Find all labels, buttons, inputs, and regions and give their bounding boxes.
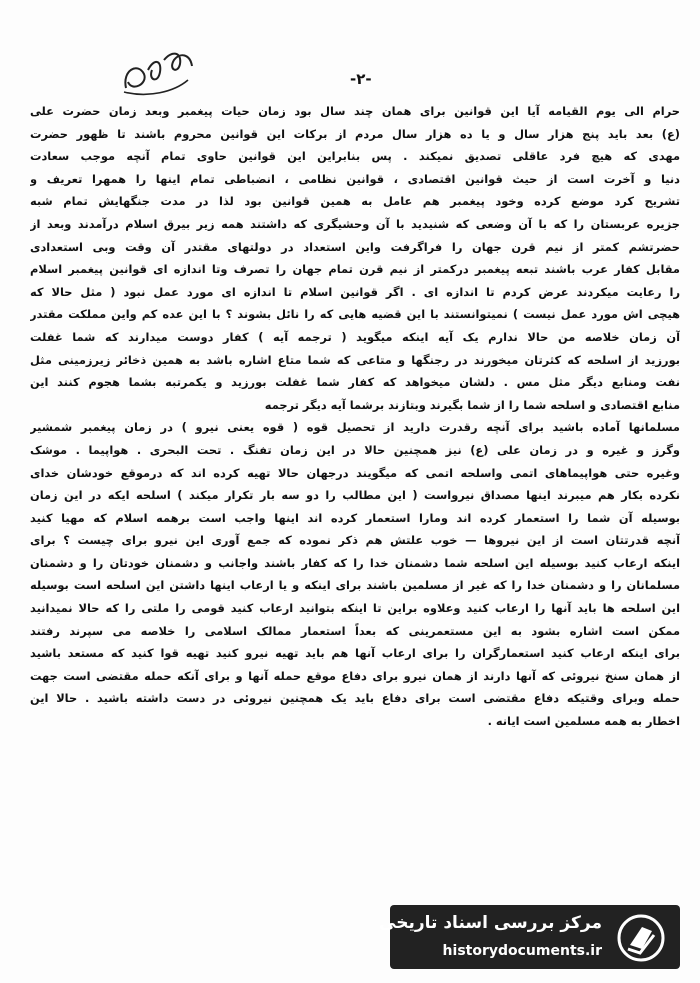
text-line: بوسیله آن شما را استعمار کرده اند ومارا استعمار کرده اند اینها واجب است برهمه اسلام که مهیا کنید: [30, 510, 680, 525]
page-number: -٢-: [350, 70, 372, 88]
text-line: حرام الی یوم القیامه آیا این قوانین برای همان چند سال بود زمان حیات پیغمبر وبعد زمان حضرت علی: [30, 104, 680, 118]
text-line: حمله وبرای وقتیکه دفاع مقتضی است برای دفاع باید یک همچنین نیروئی در دست داشته باشید . حالا این: [30, 691, 680, 706]
text-line: ممکن است اشاره بشود به این مستعمرینی که بعداً استعمار ممالک اسلامی را خلاصه می سپرند رفتند: [30, 623, 680, 638]
watermark-url: historydocuments.ir: [442, 943, 602, 959]
text-line: آنچه قدرتتان است از این نیروها — خوب علتش هم ذکر نموده که جمع آوری این نیرو برای چیست ؟ برای: [30, 533, 680, 548]
text-line: اخطار به همه مسلمین است ایانه .: [487, 714, 680, 729]
text-line: مقابل کفار عرب باشند تبعه پیغمبر درکمتر از نیم قرن تمام جهان را تصرف وتا اندازه ای قوانین پیغمبر اسلام: [30, 262, 680, 277]
text-line: از همان سنخ نیروئی که آنها دارند از همان نیرو برای دفاع موقع حمله آنها و برای آنکه حمله مقتضی است جهت: [30, 668, 680, 683]
watermark-logo: [379, 905, 680, 969]
text-line: حضرتشم کمتر از نیم قرن جهان را فراگرفت واین استعداد در دولتهای مقتدر آن وقت وبی استعدادی: [30, 239, 680, 254]
document-body: [30, 100, 680, 733]
text-line: وغیره حتی هواپیماهای اتمی واسلحه اتمی که میگویند درجهان حالا تهیه کرده اند که درموقع خودشان خدای: [30, 465, 680, 480]
text-line: هیچی اش مورد عمل نیست ) نمیتوانستند با این قضیه هایی که را نائل بشوند ؟ با این عده کم واین مملکت مقتدر: [30, 307, 680, 322]
text-line: اینکه ارعاب کنید بوسیله این اسلحه شما دشمنان خدا را که کفار باشند واجانب و دشمنان خودتان را و دشمنان: [30, 555, 680, 570]
book-pages-icon: [616, 913, 666, 963]
text-line: تشریح کرد موضع کرده وخود پیغمبر هم عامل به همین قوانین بود لذا در مدت جنگهایش تمام شبه: [30, 194, 680, 209]
text-line: جزیره عربستان را که با آن وضعی که شنیدید با آن وحشیگری که داشتند همه زیر بیرق اسلام درآمدند وبعد از: [30, 216, 680, 231]
text-line: دنیا و آخرت است از حیث قوانین اقتصادی ، قوانین نظامی ، انضباطی تمام اینها را همهرا تعریف و: [30, 171, 680, 186]
text-line: را رعایت میکردند عرض کردم تا اندازه ای . اگر قوانین اسلام تا اندازه ای مورد عمل نبود ( مثل حالا که: [30, 284, 680, 299]
text-line: مسلمانان را و دشمنان خدا را که غیر از مسلمین باشند برای اینکه و یا ارعاب اینها داشتن این اسلحه است بوسیله: [30, 578, 680, 593]
text-line: بورزید از اسلحه که کثرتان میخورند در رجنگها و متاعی که شما متاع اشاره باشد به همین ذخائر زیرزمینی مثل: [30, 352, 680, 367]
handwritten-note: [118, 40, 198, 100]
watermark-title: مرکز بررسی اسناد تاریخی: [379, 913, 602, 933]
text-line: مهدی که هیچ فرد عاقلی تصدیق نمیکند . پس بنابراین این قوانین حاوی تمام آنچه موجب سعادت: [30, 149, 680, 164]
text-line: (ع) بعد باید پنج هزار سال و یا ده هزار سال مردم از برکات این قوانین محروم باشند تا ظهور حضرت: [30, 126, 680, 141]
text-line: نکرده بکار هم میبرند اینها مصداق نیرواست ( این مطالب را دو سه بار تکرار میکند ) اسلحه ایکه در این زمان: [30, 488, 680, 503]
text-line: منابع اقتصادی و اسلحه شما را از شما بگیرند وبتازند برشما آیه دیگر ترجمه: [264, 397, 680, 412]
text-line: نفت ومنابع دیگر مثل مس . دلشان میخواهد که کفار شما غفلت بورزید و یکمرتبه بشما هجوم کنند این: [30, 375, 680, 390]
text-line: این اسلحه ها باید آنها را ارعاب کنید وعلاوه براین تا اینکه بتوانید ارعاب کنید قومی را ملتی را که حالا نمیدانید: [30, 601, 680, 616]
text-line: برای اینکه ارعاب کنید استعمارگران را برای ارعاب آنها هم باید تهیه نیرو کنید تهیه قوا کنید که مستعد باشید: [30, 646, 680, 661]
text-line: وگرز و غیره و در زمان علی (ع) نیز همچنین حالا در این زمان تفنگ . تحت البحری . هواپیما . موشک: [30, 442, 680, 457]
text-line: آن زمان خلاصه من حالا ندارم یک آیه اینکه میگوید ( ترجمه آیه ) کفار دوست میدارند که شما غفلت: [30, 329, 680, 344]
text-line: مسلمانها آماده باشید برای آنچه رقدرت دارید از تحصیل قوه ( قوه یعنی نیرو ) در زمان پیغمبر شمشیر: [30, 420, 680, 435]
